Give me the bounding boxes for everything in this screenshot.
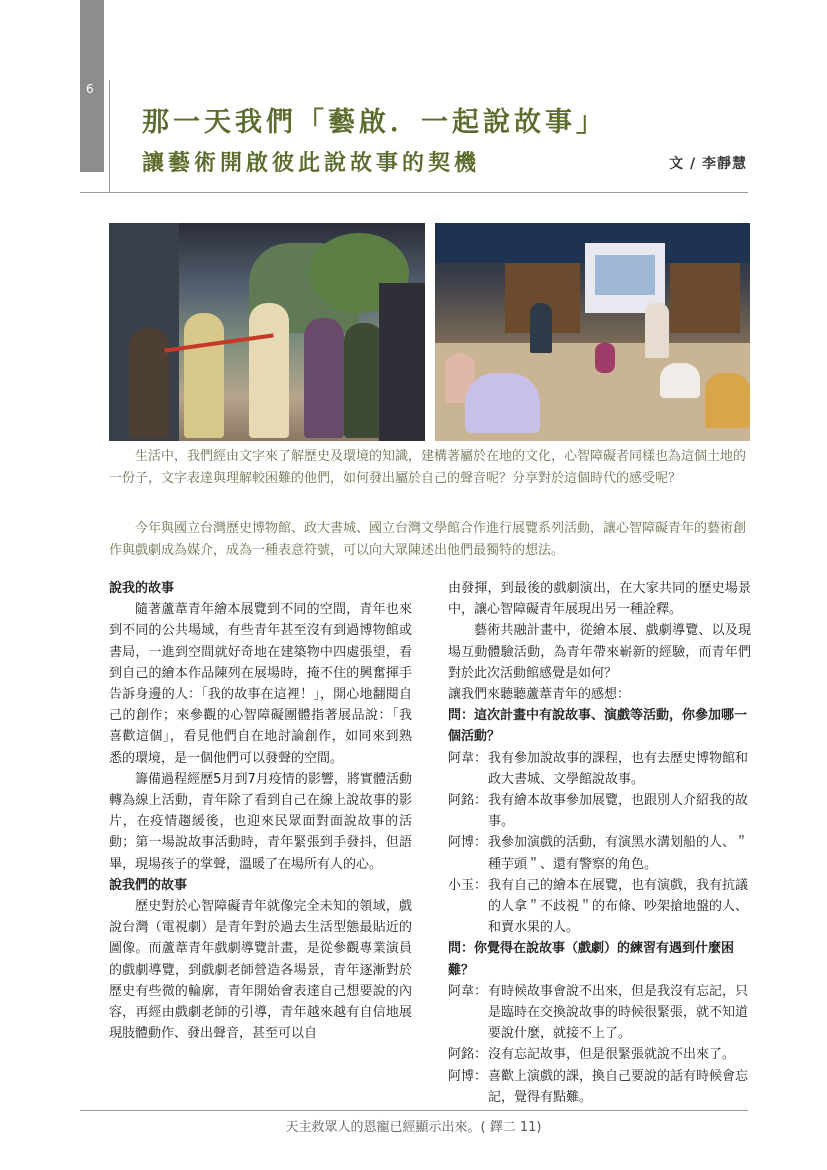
answer-text: 喜歡上演戲的課，換自己要說的話有時候會忘記，覺得有點難。 xyxy=(488,1068,749,1105)
article-subtitle: 讓藝術開啟彼此說故事的契機 xyxy=(142,151,481,176)
interview-answer xyxy=(448,1066,751,1108)
speaker: 阿銘： xyxy=(448,1047,488,1063)
speaker: 阿博： xyxy=(448,1068,488,1084)
interview-answer xyxy=(448,832,751,874)
paragraph: 藝術共融計畫中，從繪本展、戲劇導覽、以及現場互動體驗活動，為青年帶來嶄新的經驗，而青年們對於此次活動館感覺是如何？ xyxy=(448,623,751,681)
paragraph: 由發揮，到最後的戲劇演出，在大家共同的歷史場景中，讓心智障礙青年展現出另一種詮釋。 xyxy=(448,581,751,618)
section-heading: 說我們的故事 xyxy=(109,877,188,893)
intro-paragraph-2: 今年與國立台灣歷史博物館、政大書城、國立台灣文學館合作進行展覽系列活動，讓心智障礙青年的藝術創作與戲劇成為媒介，成為一種表意符號，可以向大眾陳述出他們最獨特的想法。 xyxy=(109,521,747,558)
footer-divider xyxy=(80,1110,748,1111)
answer-text: 我有自己的繪本在展覽，也有演戲，我有抗議的人拿＂不歧視＂的布條、吵架搶地盤的人、和賣水果的人。 xyxy=(488,877,749,936)
right-column xyxy=(448,578,751,1108)
paragraph: 籌備過程經歷5月到7月疫情的影響，將實體活動轉為線上活動，青年除了看到自己在線上說故事的影片，在疫情趨緩後，也迎來民眾面對面說故事的活動；第一場說故事活動時，青年緊張到手發抖，但語畢，現場孩子的掌聲，溫暖了在場所有人的心。 xyxy=(109,771,412,872)
interview-answer xyxy=(448,748,751,790)
intro-paragraph-1: 生活中，我們經由文字來了解歷史及環境的知識，建構著屬於在地的文化，心智障礙者同樣也為這個土地的一份子，文字表達與理解較困難的他們，如何發出屬於自己的聲音呢？分享對於這個時代的感受呢？ xyxy=(109,449,747,486)
speaker: 阿銘： xyxy=(448,793,488,809)
answer-text: 我有參加說故事的課程，也有去歷史博物館和政大書城、文學館說故事。 xyxy=(488,750,749,787)
interview-answer xyxy=(448,875,751,939)
interview-answer xyxy=(448,981,751,1045)
photo-storytelling-session xyxy=(435,223,750,441)
header-divider xyxy=(80,192,748,193)
speaker: 阿韋： xyxy=(448,750,488,766)
answer-text: 有時候故事會說不出來，但是我沒有忘記，只是臨時在交換說故事的時候很緊張，就不知道要說什麼，就接不上了。 xyxy=(488,983,749,1042)
byline: 文 / 李靜慧 xyxy=(669,156,747,172)
footer-quote: 天主救眾人的恩寵已經顯示出來。( 鐸二 11) xyxy=(285,1120,542,1135)
interview-question: 問：你覺得在說故事（戲劇）的練習有遇到什麼困難？ xyxy=(448,941,735,978)
speaker: 阿博： xyxy=(448,835,488,851)
paragraph: 隨著蘆葦青年繪本展覽到不同的空間，青年也來到不同的公共場域，有些青年甚至沒有到過博物館或書局，一進到空間就好奇地在建築物中四處張望，看到自己的繪本作品陳列在展場時，掩不住的興奮揮手告訴身邊的人：「我的故事在這裡！」，開心地翻閱自己的創作；來參觀的心智障礙團體指著展品說：「我喜歡這個」，看見他們自在地討論創作，如同來到熟悉的環境，是一個他們可以發聲的空間。 xyxy=(109,602,412,766)
speaker: 小玉： xyxy=(448,877,488,893)
paragraph: 讓我們來聽聽蘆葦青年的感想： xyxy=(448,687,631,703)
speaker: 阿韋： xyxy=(448,983,488,999)
answer-text: 沒有忘記故事，但是很緊張就說不出來了。 xyxy=(488,1047,736,1063)
interview-question: 問：這次計畫中有說故事、演戲等活動，你參加哪一個活動？ xyxy=(448,708,748,745)
answer-text: 我參加演戲的活動，有演黑水溝划船的人、＂種芋頭＂、還有警察的角色。 xyxy=(488,835,749,872)
section-heading: 說我的故事 xyxy=(109,581,175,596)
article-title: 那一天我們「藝啟．一起說故事」 xyxy=(142,107,607,138)
page-number: 6 xyxy=(86,82,94,96)
left-column xyxy=(109,578,412,1044)
answer-text: 我有繪本故事參加展覽，也跟別人介紹我的故事。 xyxy=(488,793,749,830)
paragraph: 歷史對於心智障礙青年就像完全未知的領域，戲說台灣（電視劇）是青年對於過去生活型態最貼近的圖像。而蘆葦青年戲劇導覽計畫，是從參觀專業演員的戲劇導覽，到戲劇老師營造各場景，青年逐漸對於歷史有些微的輪廓，青年開始會表達自己想要說的內容，再經由戲劇老師的引導，青年越來越有自信地展現肢體動作、發出聲音，甚至可以自 xyxy=(109,899,412,1042)
header-divider-vertical xyxy=(109,80,110,193)
photo-theatre-performance xyxy=(109,223,425,441)
interview-answer xyxy=(448,1044,751,1065)
interview-answer xyxy=(448,790,751,832)
